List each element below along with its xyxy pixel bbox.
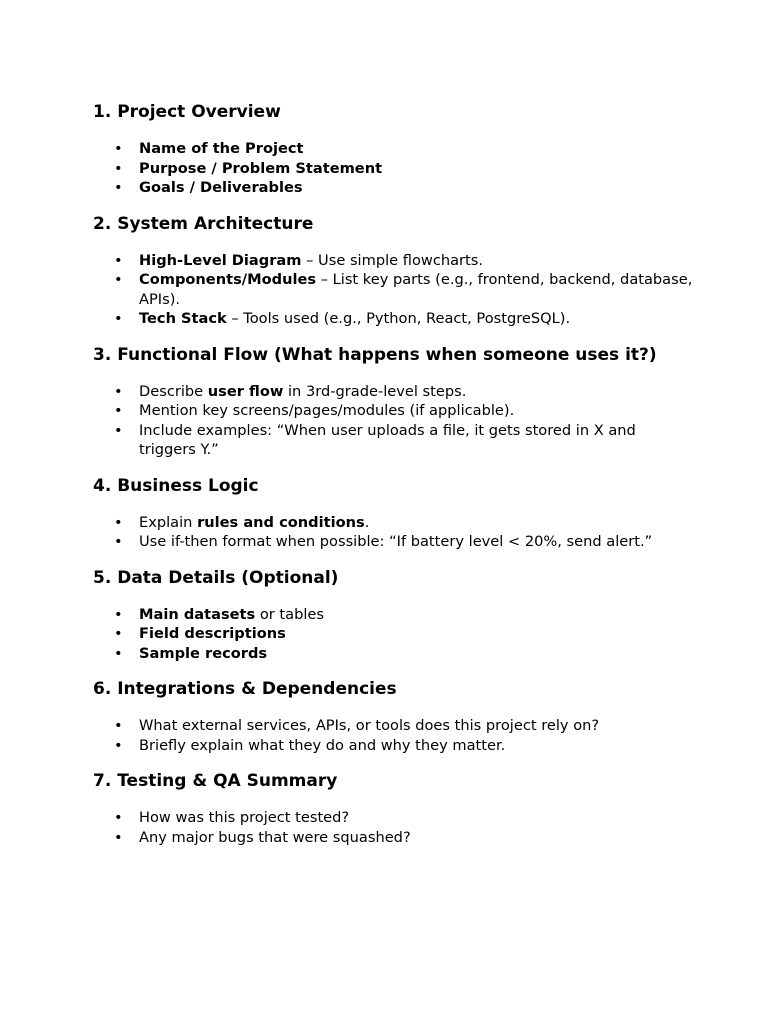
item-text: Describe xyxy=(139,382,208,400)
list-item xyxy=(93,178,693,198)
list-item xyxy=(93,736,693,756)
section-testing-qa xyxy=(93,770,693,847)
item-text: What external services, APIs, or tools does this project rely on? xyxy=(139,717,600,734)
bullet-list xyxy=(93,605,693,664)
bullet-list xyxy=(93,139,693,198)
list-item xyxy=(93,251,693,271)
section-system-architecture xyxy=(93,213,693,329)
section-heading: 6. Integrations & Dependencies xyxy=(93,679,397,699)
bold-term: Tech Stack xyxy=(139,310,227,327)
document-page xyxy=(93,101,693,862)
bullet-list xyxy=(93,513,693,552)
list-item xyxy=(93,828,693,848)
bold-term: Purpose / Problem Statement xyxy=(139,159,383,177)
section-business-logic xyxy=(93,475,693,552)
bullet-list xyxy=(93,382,693,460)
list-item xyxy=(93,382,693,402)
item-text: Include examples: “When user uploads a file, it gets stored in X and triggers Y.” xyxy=(139,421,636,458)
list-item xyxy=(93,624,693,644)
section-heading: 4. Business Logic xyxy=(93,475,259,496)
list-item xyxy=(93,421,693,460)
item-text: Mention key screens/pages/modules (if applicable). xyxy=(139,402,515,419)
item-text: in 3rd-grade-level steps. xyxy=(283,382,467,400)
bold-term: user flow xyxy=(207,382,284,400)
list-item xyxy=(93,270,693,309)
list-item xyxy=(93,139,693,159)
section-heading: 3. Functional Flow (What happens when someone uses it?) xyxy=(93,344,657,365)
item-text: – Tools used (e.g., Python, React, PostgreSQL). xyxy=(226,310,571,327)
section-heading: 2. System Architecture xyxy=(93,213,314,234)
item-text: or tables xyxy=(255,605,324,623)
bold-term: Field descriptions xyxy=(139,625,286,642)
bold-term: Main datasets xyxy=(139,605,256,623)
list-item xyxy=(93,605,693,625)
section-data-details xyxy=(93,567,693,664)
item-text: Any major bugs that were squashed? xyxy=(139,828,411,846)
bullet-list xyxy=(93,716,693,755)
item-text: How was this project tested? xyxy=(139,809,350,826)
section-functional-flow xyxy=(93,344,693,460)
list-item xyxy=(93,309,693,329)
section-heading: 1. Project Overview xyxy=(93,102,281,122)
bold-term: rules and conditions xyxy=(197,513,365,531)
item-text: . xyxy=(364,513,370,531)
list-item xyxy=(93,644,693,664)
item-text: Use if-then format when possible: “If battery level < 20%, send alert.” xyxy=(139,533,653,550)
section-project-overview xyxy=(93,101,693,198)
section-heading: 7. Testing & QA Summary xyxy=(93,771,338,791)
section-integrations xyxy=(93,678,693,755)
bullet-list xyxy=(93,251,693,329)
item-text: – List key parts (e.g., frontend, backend, database, APIs). xyxy=(139,271,693,308)
item-text: Explain xyxy=(139,513,198,531)
list-item xyxy=(93,401,693,421)
list-item xyxy=(93,808,693,828)
bold-term: Components/Modules xyxy=(139,271,317,288)
bold-term: Name of the Project xyxy=(139,140,304,157)
list-item xyxy=(93,513,693,533)
item-text: Briefly explain what they do and why they matter. xyxy=(139,736,506,754)
bold-term: Goals / Deliverables xyxy=(139,179,303,196)
list-item xyxy=(93,716,693,736)
list-item xyxy=(93,532,693,552)
list-item xyxy=(93,159,693,179)
item-text: – Use simple flowcharts. xyxy=(301,251,483,269)
bold-term: High-Level Diagram xyxy=(139,251,302,269)
bullet-list xyxy=(93,808,693,847)
bold-term: Sample records xyxy=(139,644,268,662)
section-heading: 5. Data Details (Optional) xyxy=(93,567,339,588)
